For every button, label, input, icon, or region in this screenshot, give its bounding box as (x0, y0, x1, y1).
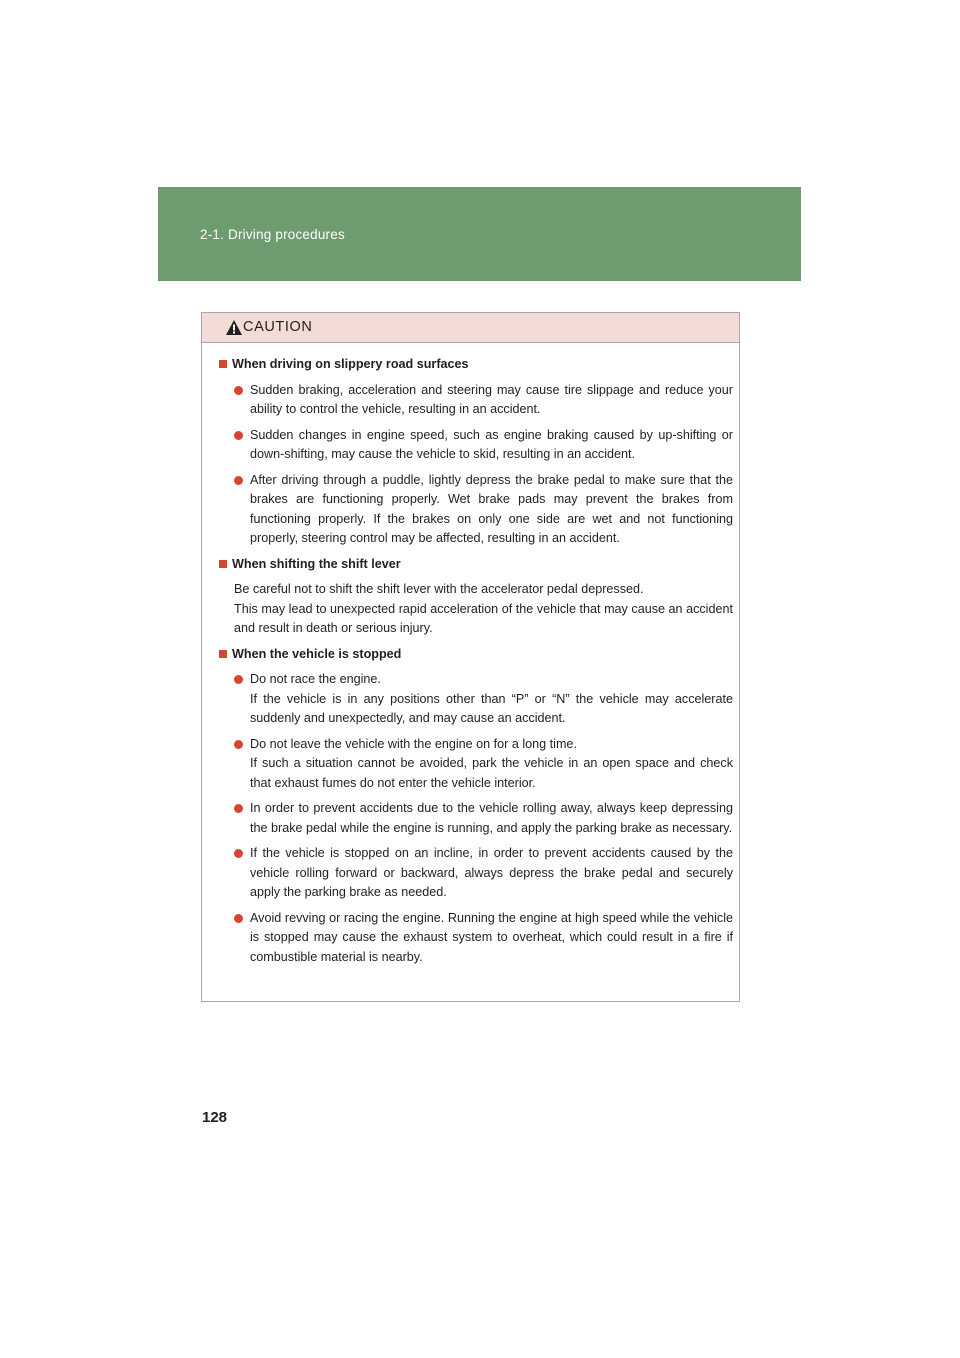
circle-bullet-icon (234, 386, 243, 395)
bullet-item: Sudden braking, acceleration and steering may cause tire slippage and reduce your ability to control the vehicle, resulting in an accident. (234, 381, 733, 420)
page-number: 128 (202, 1109, 228, 1126)
bullet-item: Sudden changes in engine speed, such as engine braking caused by up-shifting or down-shifting, may cause the vehicle to skid, resulting in an accident. (234, 426, 733, 465)
bullet-item: Do not leave the vehicle with the engine on for a long time. If such a situation cannot be avoided, park the vehicle in an open space and check that exhaust fumes do not enter the vehicle interior. (234, 735, 733, 794)
square-bullet-icon (219, 560, 227, 568)
bullet-item: Avoid revving or racing the engine. Running the engine at high speed while the vehicle is stopped may cause the exhaust system to overheat, which could result in a fire if combustible material is nearby. (234, 909, 733, 968)
section-header-band (158, 187, 801, 281)
caution-label: CAUTION (243, 319, 313, 335)
section-heading: When shifting the shift lever (219, 555, 733, 575)
paragraph: Be careful not to shift the shift lever with the accelerator pedal depressed. This may lead to unexpected rapid acceleration of the vehicle that may cause an accident and result in death or serious injury. (234, 582, 733, 635)
circle-bullet-icon (234, 675, 243, 684)
circle-bullet-icon (234, 431, 243, 440)
bullet-item: If the vehicle is stopped on an incline, in order to prevent accidents caused by the vehicle rolling forward or backward, always depress the brake pedal and securely apply the parking brake as needed. (234, 844, 733, 903)
caution-box (201, 312, 740, 1002)
circle-bullet-icon (234, 914, 243, 923)
warning-triangle-icon (225, 319, 243, 336)
section-heading: When the vehicle is stopped (219, 645, 733, 665)
section-heading: When driving on slippery road surfaces (219, 355, 733, 375)
caution-content (202, 343, 739, 967)
circle-bullet-icon (234, 804, 243, 813)
circle-bullet-icon (234, 476, 243, 485)
square-bullet-icon (219, 360, 227, 368)
circle-bullet-icon (234, 849, 243, 858)
section-title: 2-1. Driving procedures (200, 227, 345, 242)
caution-header (202, 313, 739, 343)
bullet-item: After driving through a puddle, lightly depress the brake pedal to make sure that the brakes are functioning properly. Wet brake pads may prevent the brakes from functioning properly. If the brakes on only one side are wet and not functioning properly, steering control may be affected, resulting in an accident. (234, 471, 733, 549)
square-bullet-icon (219, 650, 227, 658)
bullet-item: Do not race the engine. If the vehicle is in any positions other than “P” or “N” the vehicle may accelerate suddenly and unexpectedly, and may cause an accident. (234, 670, 733, 729)
bullet-item: In order to prevent accidents due to the vehicle rolling away, always keep depressing the brake pedal while the engine is running, and apply the parking brake as necessary. (234, 799, 733, 838)
circle-bullet-icon (234, 740, 243, 749)
